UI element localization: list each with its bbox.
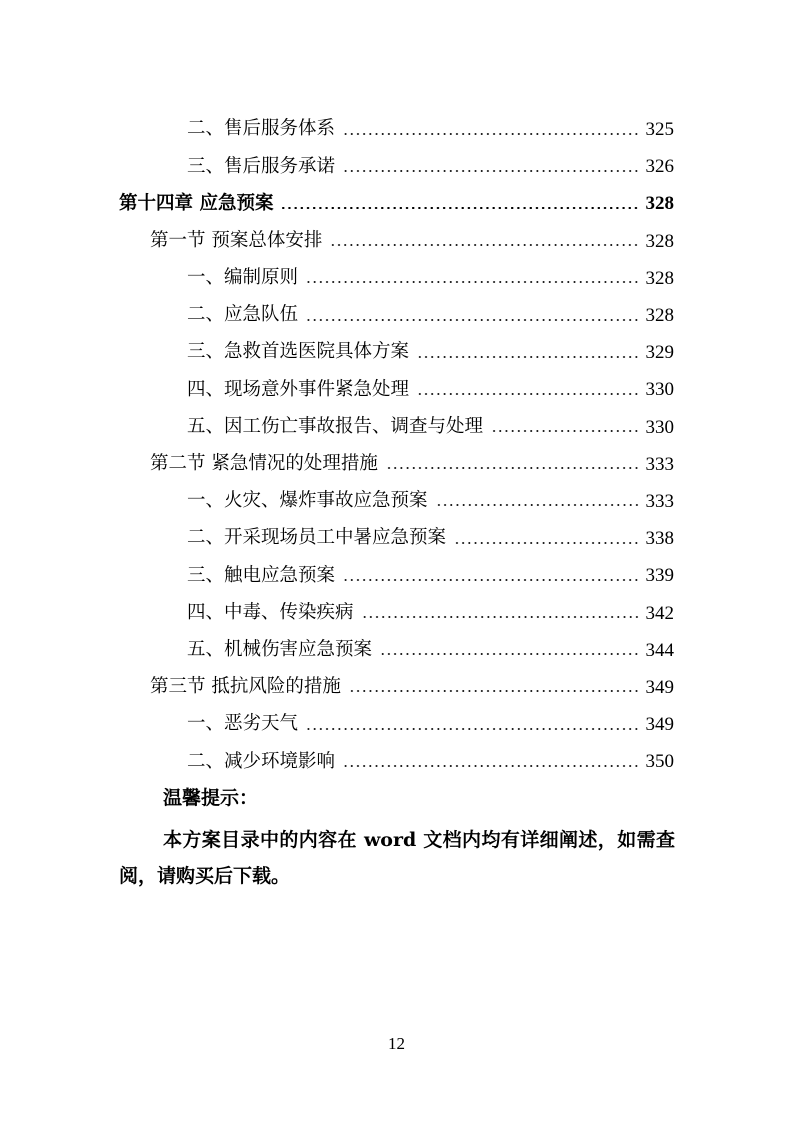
toc-entry-page: 325 [645, 119, 674, 141]
toc-entry[interactable] [0, 334, 793, 371]
toc-entry-page: 350 [645, 751, 674, 773]
toc-entry-page: 328 [645, 267, 674, 289]
toc-entry-title: 三、急救首选医院具体方案 [187, 341, 410, 363]
toc-dot-leader [306, 281, 639, 283]
toc-dot-leader [386, 467, 640, 469]
page-number: 12 [388, 1034, 405, 1053]
toc-entry-title: 二、开采现场员工中暑应急预案 [187, 527, 447, 549]
toc-dot-leader [343, 170, 639, 172]
toc-entry-page: 330 [645, 379, 674, 401]
toc-entry-page: 339 [645, 565, 674, 587]
toc-entry[interactable] [0, 594, 793, 631]
toc-section-entry[interactable] [0, 446, 793, 483]
toc-dot-leader [306, 728, 639, 730]
toc-entry[interactable] [0, 743, 793, 780]
toc-dot-leader [306, 319, 639, 321]
toc-section-entry[interactable] [0, 669, 793, 706]
toc-entry-title: 五、机械伤害应急预案 [187, 638, 373, 660]
toc-dot-leader [343, 579, 639, 581]
toc-dot-leader [417, 356, 639, 358]
toc-dot-leader [417, 393, 639, 395]
toc-entry[interactable] [0, 260, 793, 297]
toc-entry-title: 三、触电应急预案 [187, 564, 336, 586]
toc-dot-leader [454, 542, 639, 544]
toc-entry-title: 五、因工伤亡事故报告、调查与处理 [187, 415, 484, 437]
toc-entry-page: 328 [645, 193, 674, 215]
toc-entry-page: 328 [645, 230, 674, 252]
toc-entry[interactable] [0, 148, 793, 185]
toc-entry[interactable] [0, 520, 793, 557]
toc-entry-title: 二、减少环境影响 [187, 750, 336, 772]
toc-entry-page: 333 [645, 490, 674, 512]
toc-entry-page: 330 [645, 416, 674, 438]
toc-dot-leader [362, 616, 640, 618]
toc-entry-title: 三、售后服务承诺 [187, 155, 336, 177]
toc-dot-leader [343, 133, 639, 135]
toc-dot-leader [436, 504, 640, 506]
toc-entry-title: 四、现场意外事件紧急处理 [187, 378, 410, 400]
toc-entry-page: 326 [645, 156, 674, 178]
toc-entry-page: 329 [645, 342, 674, 364]
toc-entry-page: 349 [645, 714, 674, 736]
toc-dot-leader [349, 690, 640, 692]
toc-entry-page: 338 [645, 528, 674, 550]
toc-entry-title: 第一节 预案总体安排 [150, 229, 323, 251]
toc-entry[interactable] [0, 371, 793, 408]
toc-entry-page: 333 [645, 453, 674, 475]
toc-entry-title: 第十四章 应急预案 [119, 192, 274, 214]
toc-dot-leader [343, 765, 639, 767]
toc-dot-leader [380, 653, 639, 655]
toc-entry-title: 第三节 抵抗风险的措施 [150, 676, 341, 698]
toc-chapter-entry[interactable] [0, 185, 793, 222]
toc-entry-page: 344 [645, 639, 674, 661]
toc-entry[interactable] [0, 483, 793, 520]
toc-entry-title: 二、应急队伍 [187, 304, 299, 326]
toc-entry-page: 349 [645, 676, 674, 698]
tip-body: 本方案目录中的内容在 word 文档内均有详细阐述，如需查阅，请购买后下载。 [119, 829, 675, 887]
table-of-contents [0, 111, 793, 780]
toc-entry-title: 一、火灾、爆炸事故应急预案 [187, 490, 428, 512]
toc-entry-title: 四、中毒、传染疾病 [187, 601, 354, 623]
toc-entry[interactable] [0, 111, 793, 148]
toc-entry-title: 二、售后服务体系 [187, 118, 336, 140]
toc-entry[interactable] [0, 632, 793, 669]
toc-entry-page: 342 [645, 602, 674, 624]
toc-section-entry[interactable] [0, 223, 793, 260]
toc-dot-leader [491, 430, 639, 432]
toc-entry[interactable] [0, 557, 793, 594]
toc-entry-title: 一、编制原则 [187, 267, 299, 289]
toc-dot-leader [281, 207, 639, 209]
toc-entry[interactable] [0, 706, 793, 743]
tip-heading: 温馨提示： [163, 787, 259, 809]
toc-dot-leader [330, 244, 639, 246]
toc-entry-title: 第二节 紧急情况的处理措施 [150, 453, 378, 475]
toc-entry[interactable] [0, 297, 793, 334]
toc-entry[interactable] [0, 409, 793, 446]
toc-entry-page: 328 [645, 305, 674, 327]
toc-entry-title: 一、恶劣天气 [187, 713, 299, 735]
